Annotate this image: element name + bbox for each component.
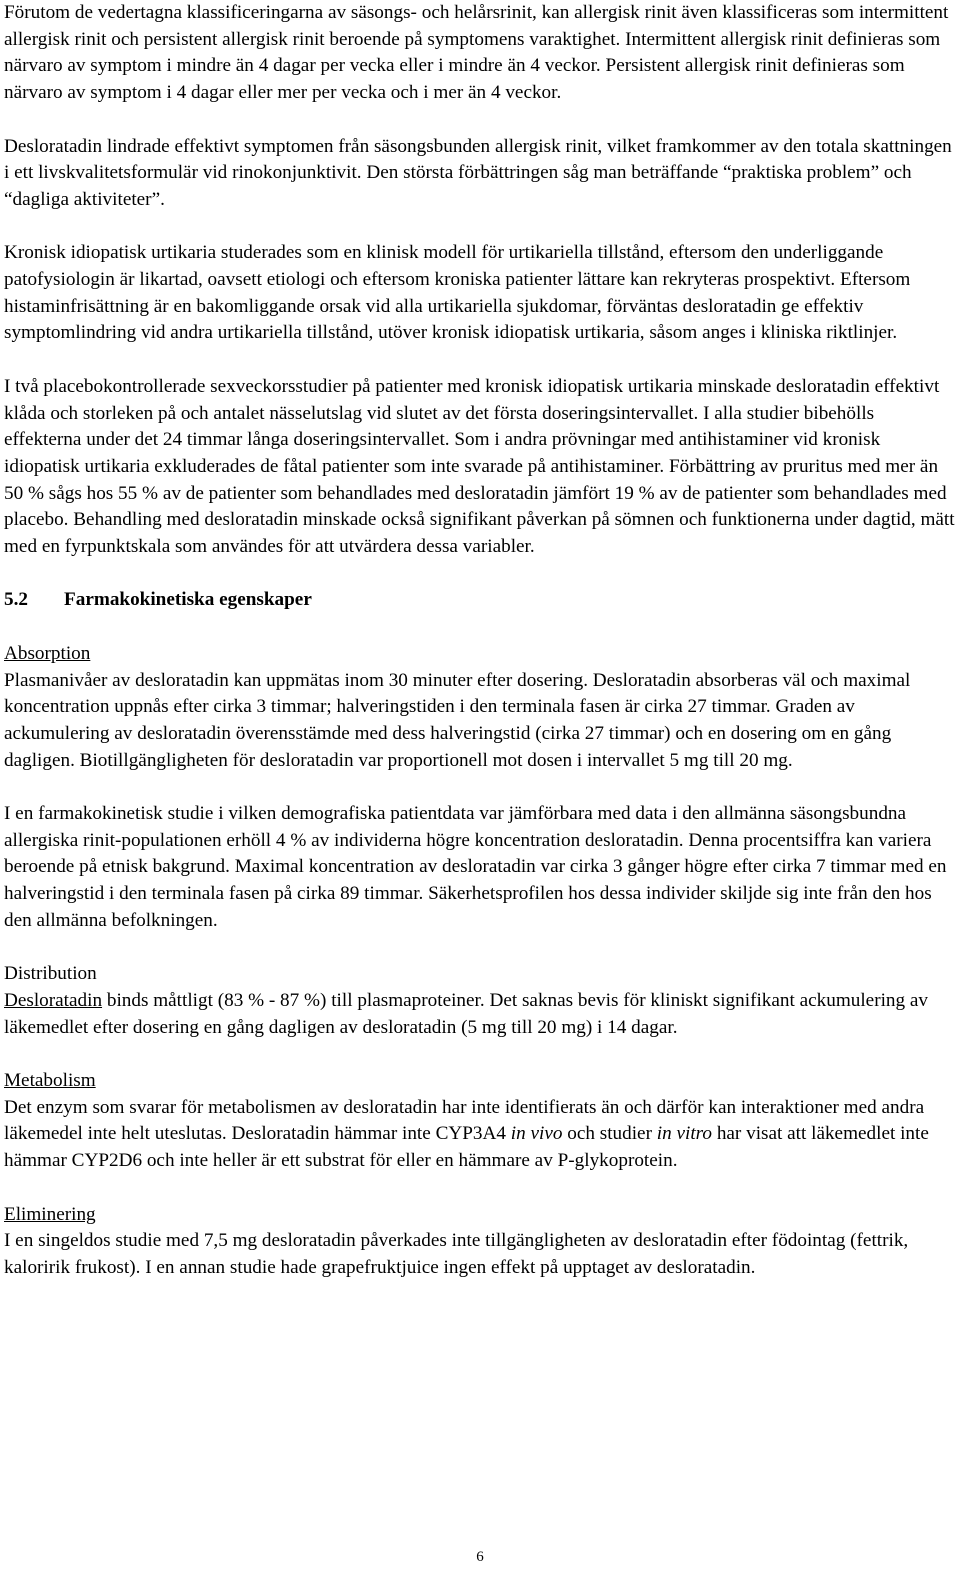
metabolism-in-vitro: in vitro	[656, 1123, 713, 1145]
absorption-paragraph-2: I en farmakokinetisk studie i vilken demografiska patientdata var jämförbara med data i den allmänna säsongsbundna allergiska rinit-populationen erhöll 4 % av individerna högre koncentration desloratadin. Denna procentsiffra kan variera beroende på etnisk bakgrund. Maximal koncentration av desloratadin var cirka 3 gånger högre efter cirka 7 timmar med en halveringstid i den terminala fasen på cirka 89 timmar. Säkerhetsprofilen hos dessa individer skiljde sig inte från den hos den allmänna befolkningen.	[4, 803, 947, 931]
metabolism-text-2: och studier	[562, 1123, 657, 1145]
paragraph-rhinitis-classification: Förutom de vedertagna klassificeringarna av säsongs- och helårsrinit, kan allergisk rinit även klassificeras som intermittent allergisk rinit och persistent allergisk rinit beroende på symptomens varaktighet. Intermittent allergisk rinit definieras som närvaro av symptom i mindre än 4 dagar per vecka eller i mindre än 4 veckor. Persistent allergisk rinit definieras som närvaro av symptom i 4 dagar eller mer per vecka och i mer än 4 veckor.	[4, 2, 949, 104]
metabolism-paragraph	[4, 1095, 956, 1175]
elimination-paragraph: I en singeldos studie med 7,5 mg desloratadin påverkades inte tillgängligheten av desloratadin efter födointag (fettrik, kaloririk frukost). I en annan studie hade grapefruktjuice ingen effekt på upptaget av desloratadin.	[4, 1230, 909, 1278]
page-number: 6	[476, 1549, 484, 1565]
metabolism-text-1: Det enzym som svarar för metabolismen av desloratadin har inte identifierats än och därför kan interaktioner med andra läkemedel inte helt uteslutas. Desloratadin hämmar inte CYP3A4	[4, 1096, 925, 1145]
elimination-heading: Eliminering	[4, 1203, 96, 1225]
metabolism-heading: Metabolism	[4, 1070, 96, 1091]
distribution-paragraph	[4, 988, 956, 1041]
distribution-text: binds måttligt (83 % - 87 %) till plasmaproteiner. Det saknas bevis för kliniskt signifikant ackumulering av läkemedlet efter dosering en gång dagligen av desloratadin (5 mg till 20 mg) i 14 dagar.	[4, 989, 929, 1038]
section-heading	[4, 587, 956, 614]
absorption-heading: Absorption	[4, 642, 91, 664]
paragraph-placebo-studies: I två placebokontrollerade sexveckorsstudier på patienter med kronisk idiopatisk urtikaria minskade desloratadin effektivt klåda och storleken på och antalet nässelutslag vid slutet av det första doseringsintervallet. I alla studier bibehölls effekterna under det 24 timmar långa doseringsintervallet. Som i andra prövningar med antihistaminer vid kronisk idiopatisk urtikaria exkluderades de fåtal patienter som inte svarade på antihistaminer. Förbättring av pruritus med mer än 50 % sågs hos 55 % av de patienter som behandlades med desloratadin jämfört 19 % av de patienter som behandlades med placebo. Behandling med desloratadin minskade också signifikant påverkan på sömnen och funktionerna under dagtid, mätt med en fyrpunktskala som användes för att utvärdera dessa variabler.	[4, 375, 955, 558]
section-title: Farmakokinetiska egenskaper	[64, 589, 312, 611]
distribution-heading: Distribution	[4, 963, 97, 985]
paragraph-quality-of-life: Desloratadin lindrade effektivt symptomen från säsongsbunden allergisk rinit, vilket framkommer av den totala skattningen i ett livskvalitetsformulär vid rinokonjunktivit. Den största förbättringen såg man beträffande “praktiska problem” och “dagliga aktiviteter”.	[4, 135, 952, 210]
metabolism-in-vivo: in vivo	[510, 1123, 563, 1145]
document-page	[4, 0, 956, 1308]
absorption-paragraph-1: Plasmanivåer av desloratadin kan uppmätas inom 30 minuter efter dosering. Desloratadin absorberas väl och maximal koncentration uppnås efter cirka 3 timmar; halveringstiden i den terminala fasen är cirka 27 timmar. Graden av ackumulering av desloratadin överensstämde med dess halveringstid (cirka 27 timmar) och en dosering om en gång dagligen. Biotillgängligheten för desloratadin var proportionell mot dosen i intervallet 5 mg till 20 mg.	[4, 669, 911, 771]
metabolism-text-3: har visat att läkemedlet inte hämmar CYP2D6 och inte heller är ett substrat för eller en hämmare av P-glykoprotein.	[4, 1123, 929, 1172]
distribution-lead: Desloratadin	[4, 989, 103, 1011]
paragraph-chronic-urticaria: Kronisk idiopatisk urtikaria studerades som en klinisk modell för urtikariella tillstånd, eftersom den underliggande patofysiologin är likartad, oavsett etiologi och eftersom kroniska patienter lättare kan rekryteras prospektivt. Eftersom histaminfrisättning är en bakomliggande orsak vid alla urtikariella sjukdomar, förväntas desloratadin ge effektiv symptomlindring vid andra urtikariella tillstånd, utöver kronisk idiopatisk urtikaria, såsom anges i kliniska riktlinjer.	[4, 242, 911, 344]
section-number: 5.2	[4, 589, 28, 611]
